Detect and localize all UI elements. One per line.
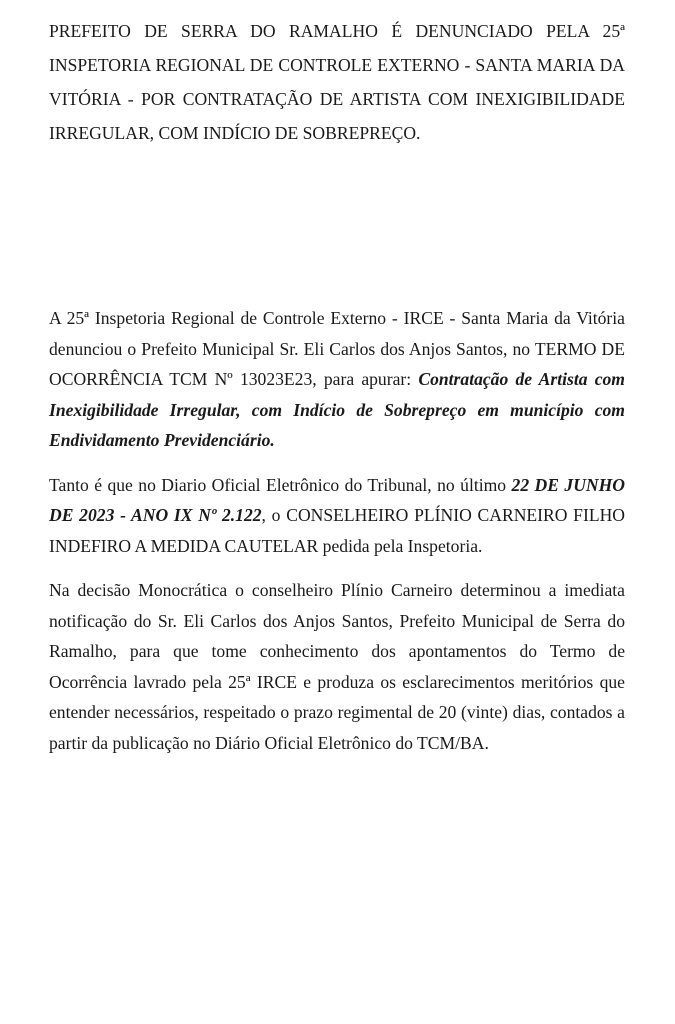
- paragraph-denuncia-text: A 25ª Inspetoria Regional de Controle Externo - IRCE - Santa Maria da Vitória denunciou o Prefeito Municipal Sr. Eli Carlos dos Anjos Santos, no TERMO DE OCORRÊNCIA TCM Nº 13023E23, para apurar:: [49, 308, 625, 389]
- document-page: [49, 14, 625, 758]
- paragraph-diario-date-emphasis: 22 DE JUNHO DE 2023 - ANO IX Nº 2.122: [49, 474, 625, 525]
- paragraph-diario-text-start: Tanto é que no Diario Oficial Eletrônico do Tribunal, no último: [49, 474, 512, 495]
- paragraph-denuncia-emphasis: Contratação de Artista com Inexigibilidade Irregular, com Indício de Sobrepreço em município com Endividamento Previdenciário.: [49, 369, 625, 450]
- paragraph-denuncia: [49, 303, 625, 456]
- document-title: PREFEITO DE SERRA DO RAMALHO É DENUNCIADO PELA 25ª INSPETORIA REGIONAL DE CONTROLE EXTERNO - SANTA MARIA DA VITÓRIA - POR CONTRATAÇÃO DE ARTISTA COM INEXIGIBILIDADE IRREGULAR, COM INDÍCIO DE SOBREPREÇO.: [49, 21, 625, 143]
- paragraph-diario-oficial: [49, 470, 625, 562]
- paragraph-diario-text-end: , o CONSELHEIRO PLÍNIO CARNEIRO FILHO INDEFIRO A MEDIDA CAUTELAR pedida pela Inspetoria.: [49, 505, 625, 556]
- paragraph-decisao: Na decisão Monocrática o conselheiro Plínio Carneiro determinou a imediata notificação do Sr. Eli Carlos dos Anjos Santos, Prefeito Municipal de Serra do Ramalho, para que tome conhecimento dos apontamentos do Termo de Ocorrência lavrado pela 25ª IRCE e produza os esclarecimentos meritórios que entender necessários, respeitado o prazo regimental de 20 (vinte) dias, contados a partir da publicação no Diário Oficial Eletrônico do TCM/BA.: [49, 580, 625, 753]
